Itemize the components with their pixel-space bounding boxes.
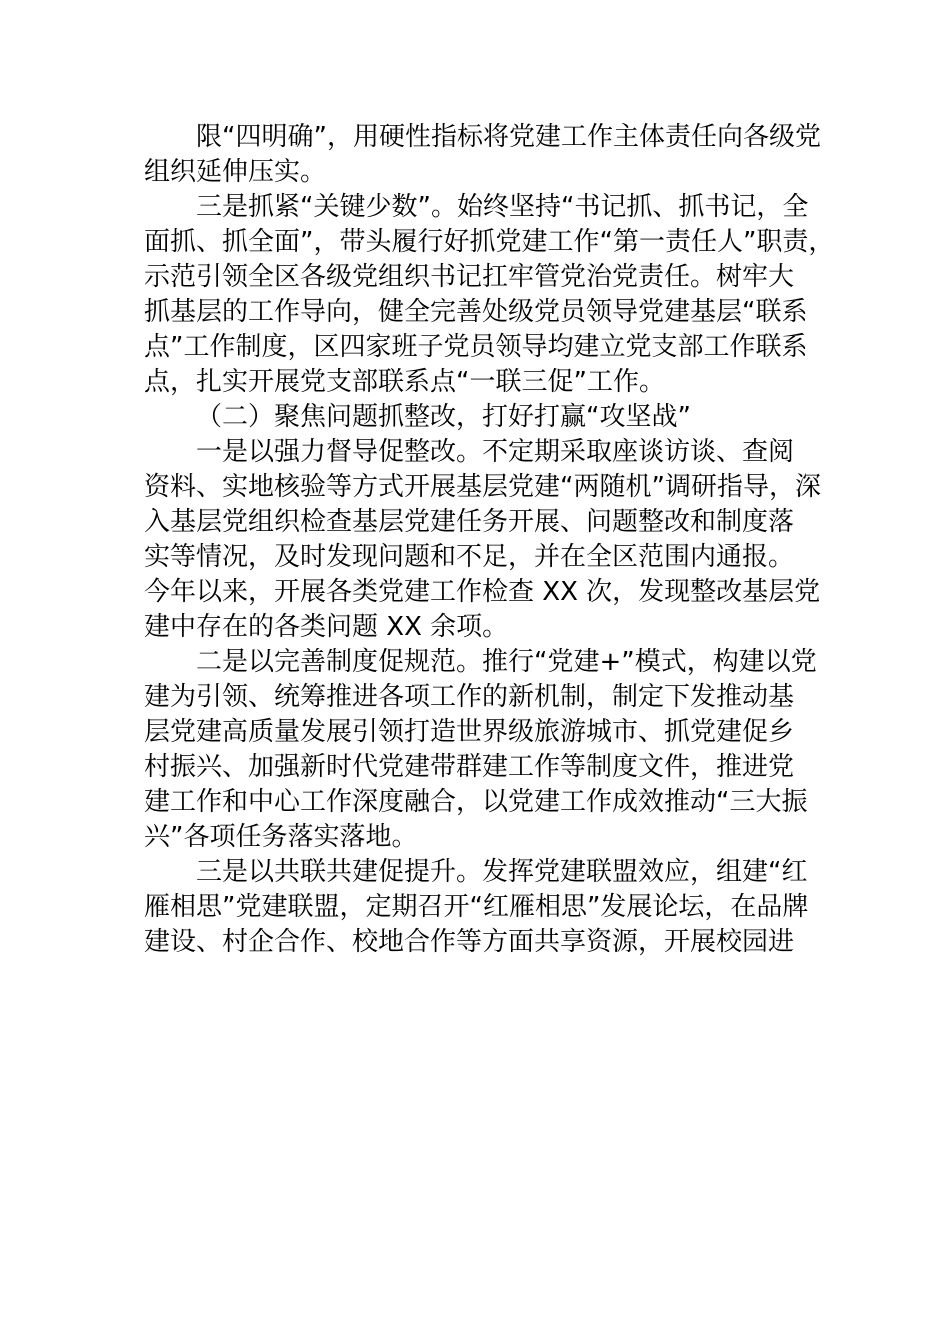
text-line: 今年以来，开展各类党建工作检查 XX 次，发现整改基层党: [144, 577, 821, 607]
text-line: 入基层党组织检查基层党建任务开展、问题整改和制度落: [144, 507, 795, 537]
text-line: 村振兴、加强新时代党建带群建工作等制度文件，推进党: [144, 752, 795, 782]
text-line: 三是抓紧“关键少数”。始终坚持“书记抓、抓书记，全: [196, 192, 809, 222]
document-body: [144, 120, 835, 960]
text-line: 点”工作制度，区四家班子党员领导均建立党支部工作联系: [144, 332, 808, 362]
text-line: 三是以共联共建促提升。发挥党建联盟效应，组建“红: [196, 857, 808, 887]
text-line: 建为引领、统筹推进各项工作的新机制，制定下发推动基: [144, 682, 795, 712]
text-line: 二是以完善制度促规范。推行“党建+”模式，构建以党: [196, 647, 817, 677]
text-line: 资料、实地核验等方式开展基层党建“两随机”调研指导，深: [144, 472, 821, 502]
text-line: 建工作和中心工作深度融合，以党建工作成效推动“三大振: [144, 787, 808, 817]
text-line: 雁相思”党建联盟，定期召开“红雁相思”发展论坛，在品牌: [144, 892, 809, 922]
text-line: 限“四明确”，用硬性指标将党建工作主体责任向各级党: [196, 122, 821, 152]
text-line: 面抓、抓全面”，带头履行好抓党建工作“第一责任人”职责，: [144, 227, 835, 257]
text-line: 示范引领全区各级党组织书记扛牢管党治党责任。树牢大: [144, 262, 795, 292]
text-line: （二）聚焦问题抓整改，打好打赢“攻坚战”: [196, 402, 691, 432]
text-line: 实等情况，及时发现问题和不足，并在全区范围内通报。: [144, 542, 795, 572]
text-line: 一是以强力督导促整改。不定期采取座谈访谈、查阅: [196, 437, 795, 467]
text-line: 建中存在的各类问题 XX 余项。: [144, 612, 509, 642]
text-line: 组织延伸压实。: [144, 157, 327, 187]
text-line: 层党建高质量发展引领打造世界级旅游城市、抓党建促乡: [144, 717, 795, 747]
text-line: 抓基层的工作导向，健全完善处级党员领导党建基层“联系: [144, 297, 808, 327]
text-line: 建设、村企合作、校地合作等方面共享资源，开展校园进: [144, 927, 795, 957]
text-line: 点，扎实开展党支部联系点“一联三促”工作。: [144, 367, 665, 397]
text-line: 兴”各项任务落实落地。: [144, 822, 418, 852]
